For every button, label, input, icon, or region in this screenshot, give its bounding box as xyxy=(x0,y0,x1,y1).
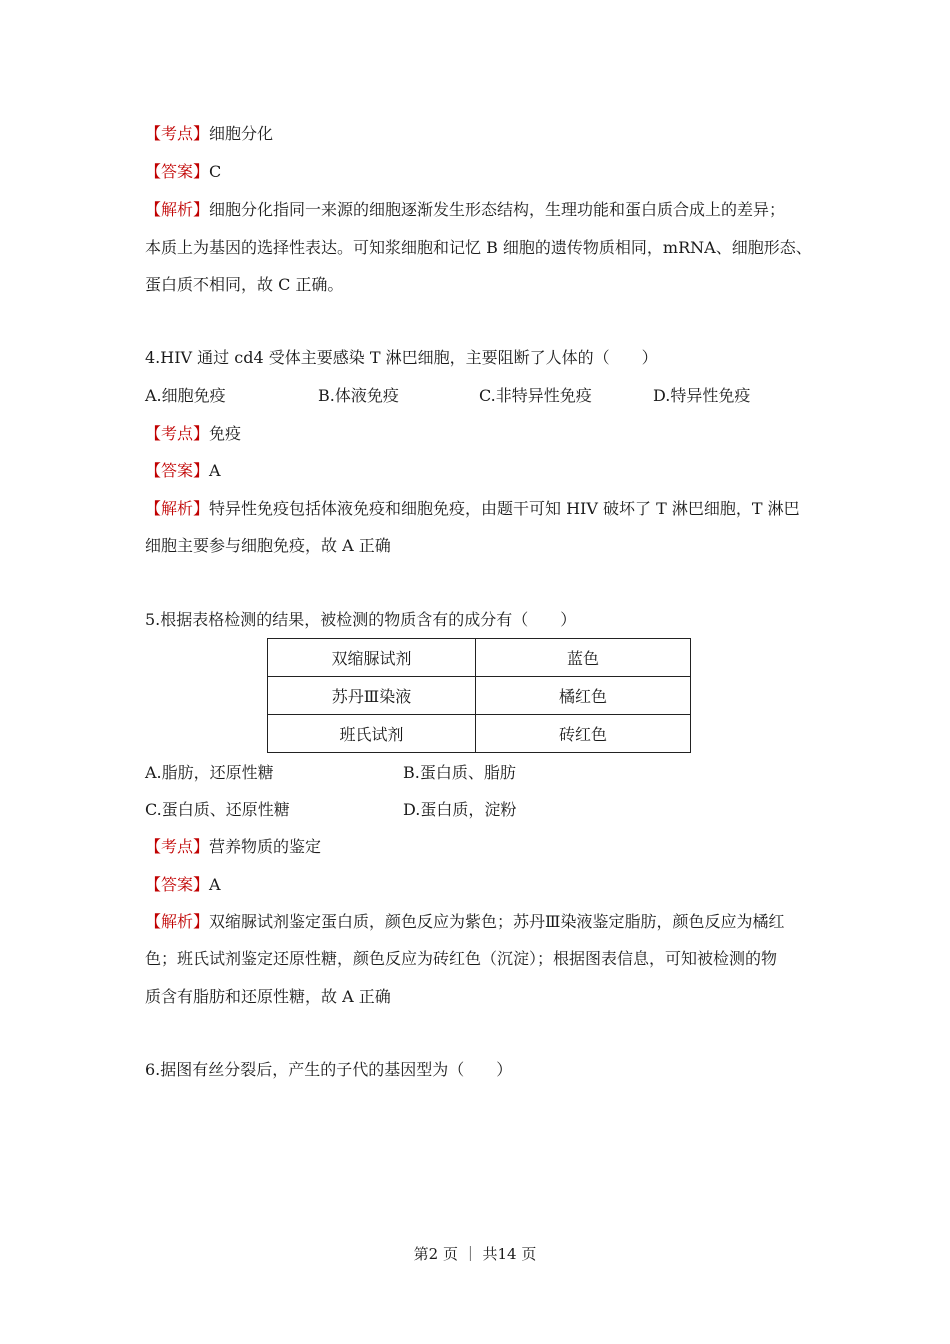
table-row xyxy=(268,677,691,715)
q4-jiexi xyxy=(145,497,800,521)
q5-kaodian xyxy=(145,835,321,859)
q4-option-a: A.细胞免疫 xyxy=(145,386,226,405)
q5-jiexi xyxy=(145,910,784,934)
q3-daan xyxy=(145,160,221,184)
q4-kaodian xyxy=(145,422,241,446)
kaodian-tag: 【考点】 xyxy=(145,424,210,443)
reagent-cell: 班氏试剂 xyxy=(268,715,476,753)
q3-kaodian-text: 细胞分化 xyxy=(209,124,274,143)
kaodian-tag: 【考点】 xyxy=(145,124,210,143)
color-cell: 砖红色 xyxy=(476,715,691,753)
jiexi-tag: 【解析】 xyxy=(145,912,210,931)
jiexi-tag: 【解析】 xyxy=(145,499,210,518)
jiexi-tag: 【解析】 xyxy=(145,200,210,219)
q4-jiexi-line-2: 细胞主要参与细胞免疫，故 A 正确 xyxy=(145,536,391,555)
q4-option-c: C.非特异性免疫 xyxy=(479,386,592,405)
reagent-cell: 双缩脲试剂 xyxy=(268,639,476,677)
q5-jiexi-line-3: 质含有脂肪和还原性糖，故 A 正确 xyxy=(145,987,391,1006)
page-footer: 第2 页 ｜ 共14 页 xyxy=(413,1245,537,1263)
q3-jiexi-line-2: 本质上为基因的选择性表达。可知浆细胞和记忆 B 细胞的遗传物质相同，mRNA、细胞形态、 xyxy=(145,238,812,257)
q3-kaodian xyxy=(145,122,273,146)
q5-jiexi-line-1: 双缩脲试剂鉴定蛋白质，颜色反应为紫色；苏丹Ⅲ染液鉴定脂肪，颜色反应为橘红 xyxy=(209,912,785,931)
table-row xyxy=(268,639,691,677)
q4-jiexi-line-1: 特异性免疫包括体液免疫和细胞免疫，由题干可知 HIV 破坏了 T 淋巴细胞，T 淋巴 xyxy=(209,499,800,518)
q5-daan xyxy=(145,873,221,897)
q4-option-d: D.特异性免疫 xyxy=(653,386,751,405)
q4-kaodian-text: 免疫 xyxy=(209,424,242,443)
daan-tag: 【答案】 xyxy=(145,875,210,894)
q5-option-c: C.蛋白质、还原性糖 xyxy=(145,800,290,819)
q5-jiexi-line-2: 色；班氏试剂鉴定还原性糖，颜色反应为砖红色（沉淀）；根据图表信息，可知被检测的物 xyxy=(145,949,778,968)
color-cell: 橘红色 xyxy=(476,677,691,715)
q3-daan-text: C xyxy=(209,162,222,181)
q4-daan-text: A xyxy=(209,461,221,480)
q5-kaodian-text: 营养物质的鉴定 xyxy=(209,837,322,856)
daan-tag: 【答案】 xyxy=(145,162,210,181)
q5-daan-text: A xyxy=(209,875,221,894)
daan-tag: 【答案】 xyxy=(145,461,210,480)
q3-jiexi xyxy=(145,198,785,222)
q3-jiexi-line-1: 细胞分化指同一来源的细胞逐渐发生形态结构，生理功能和蛋白质合成上的差异； xyxy=(209,200,786,219)
q5-option-b: B.蛋白质、脂肪 xyxy=(403,763,516,782)
q3-jiexi-line-3: 蛋白质不相同，故 C 正确。 xyxy=(145,275,344,294)
table-row xyxy=(268,715,691,753)
q4-daan xyxy=(145,459,221,483)
q5-option-a: A.脂肪，还原性糖 xyxy=(145,763,274,782)
q5-option-d: D.蛋白质，淀粉 xyxy=(403,800,517,819)
kaodian-tag: 【考点】 xyxy=(145,837,210,856)
q4-stem: 4.HIV 通过 cd4 受体主要感染 T 淋巴细胞，主要阻断了人体的（ ） xyxy=(145,348,658,367)
q5-result-table xyxy=(267,638,691,753)
q4-option-b: B.体液免疫 xyxy=(318,386,399,405)
q6-stem: 6.据图有丝分裂后，产生的子代的基因型为（ ） xyxy=(145,1060,513,1079)
reagent-cell: 苏丹Ⅲ染液 xyxy=(268,677,476,715)
q5-stem: 5.根据表格检测的结果，被检测的物质含有的成分有（ ） xyxy=(145,610,577,629)
color-cell: 蓝色 xyxy=(476,639,691,677)
